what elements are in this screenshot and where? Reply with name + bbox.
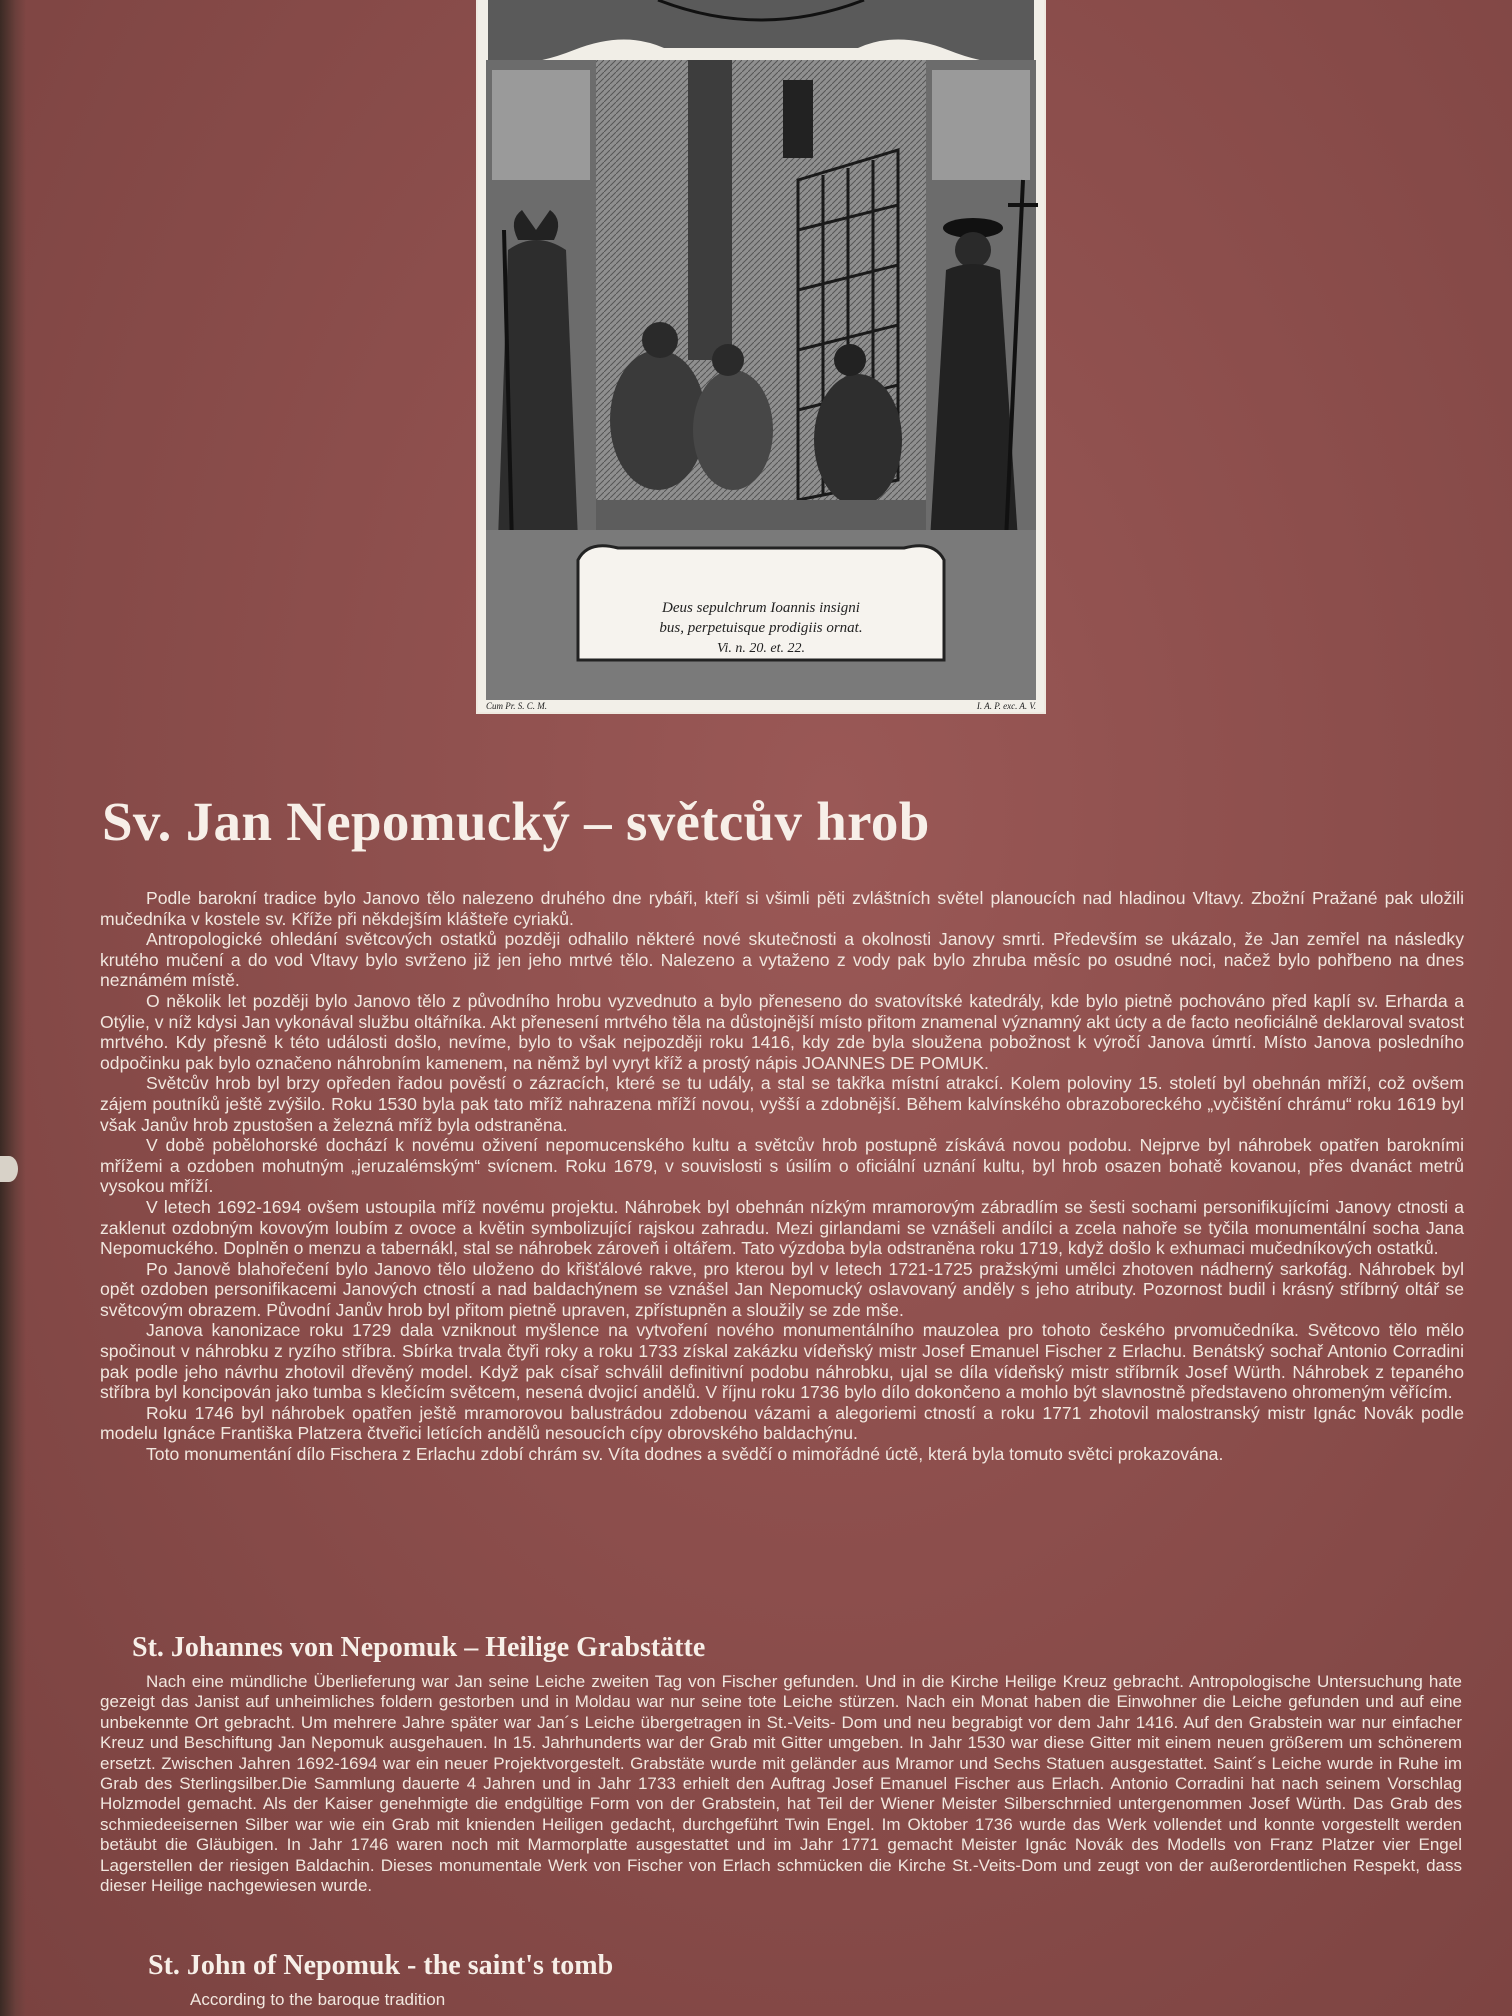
engraving-caption-line3: Vi. n. 20. et. 22.	[716, 641, 806, 656]
engraving-caption-line2: bus, perpetuisque prodigiis ornat.	[659, 620, 863, 636]
german-paragraph: Nach eine mündliche Überlieferung war Jan seine Leiche zweiten Tag von Fischer gefunden. Und in die Kirche Heilige Kreuz gebracht. Antropologische Untersuchung hate gezeigt das Janist auf unheimliches foldern gestorben und in Moldau war nur seine tote Leiche stürzen. Nach ein Monat haben die Einwohner die Leiche gefunden und auf eine unbekennte Ort gebracht. Um mehrere Jahre später war Jan´s Leiche übergetragen in St.-Veits- Dom und neu begrabigt vor dem Jahr 1416. Auf den Grabstein war nur einfacher Kreuz und Beschiftung Jan Nepomuk ausgehauen. In 15. Jahrhunderts war der Grab mit Gitter umgeben. In Jahr 1530 war diese Gitter mit einem neuen größerem um schönerem ersetzt. Zwischen Jahren 1692-1694 war ein neuer Projektvorgestelt. Grabstäte wurde mit geländer aus Mramor und Sechs Statuen ausgestattet. Saint´s Leiche wurde in Ruhe im Grab des Sterlingsilber.Die Sammlung dauerte 4 Jahren und in Jahr 1733 erhielt den Auftrag Josef Emanuel Fischer aus Erlach. Antonio Corradini hat nach seinem Vorschlag Holzmodel gemacht. Als der Kaiser genehmigte die endgültige Form von der Grabstein, hat Teil der Wiener Meister Silberschrnied untergenommen Josef Würth. Das Grab des schmiedeeisernen Silber war wie ein Grab mit knienden Heiligen gedacht, durchgeführt Twin Engel. Im Oktober 1736 wurde das Werk vollendet und konnte vorgestellt werden betäubt die Gläubigen. In Jahr 1746 waren noch mit Marmorplatte ausgestattet und im Jahr 1771 gemacht Meister Ignác Novák des Modells von Franz Platzer vier Engel Lagerstellen der riesigen Baldachin. Dieses monumentale Werk von Fischer von Erlach schmücken die Kirche St.-Veits-Dom und zeugt von der außerordentlichen Respekt, dass dieser Heilige nachgewiesen wurde.	[100, 1672, 1462, 1896]
czech-paragraph: Po Janově blahořečení bylo Janovo tělo uloženo do křišťálové rakve, pro kterou byl v letech 1721-1725 pražskými umělci zhotoven nádherný sarkofág. Náhrobek byl opět ozdoben personifikacemi Janových ctností a nad baldachýnem se vznášel Jan Nepomucký oslavovaný anděly s jeho atributy. Pozornost budil i krásný stříbrný oltář se světcovým obrazem. Původní Janův hrob byl přitom pietně upraven, zpřístupněn a sloužily se zde mše.	[100, 1258, 1464, 1320]
czech-paragraph: Toto monumentání dílo Fischera z Erlachu zdobí chrám sv. Víta dodnes a svědčí o mimořádné úctě, která byla tomuto světci prokazována.	[146, 1444, 1224, 1465]
engraving-credit-right: I. A. P. exc. A. V.	[976, 701, 1036, 711]
german-title: St. Johannes von Nepomuk – Heilige Grabstätte	[132, 1632, 706, 1663]
czech-paragraph: O několik let později bylo Janovo tělo z původního hrobu vyzvednuto a bylo přeneseno do svatovítské katedrály, kde bylo pietně pochováno před kaplí sv. Erharda a Otýlie, v níž kdysi Jan vykonával službu oltářníka. Akt přenesení mrtvého těla na důstojnější místo přitom znamenal významný akt úcty a de facto neoficiálně deklaroval svatost mrtvého. Kdy přesně k této události došlo, nevíme, bylo to však nejpozději roku 1416, kdy zde byla sloužena pobožnost k výročí Janova úmrtí. Místo Janova posledního odpočinku pak bylo označeno náhrobním kamenem, na němž byl vyryt kříž a prostý nápis JOANNES DE POMUK.	[100, 990, 1464, 1073]
mounting-bolt	[0, 1156, 18, 1182]
czech-body	[100, 888, 1464, 1465]
czech-paragraph: Roku 1746 byl náhrobek opatřen ještě mramorovou balustrádou zdobenou vázami a alegoriemi ctností a roku 1771 zhotovil malostranský mistr Ignác Novák podle modelu Ignáce Františka Platzera čtveřici letících andělů nesoucích cípy obrovského baldachýnu.	[100, 1402, 1464, 1444]
czech-paragraph: V době pobělohorské dochází k novému oživení nepomucenského kultu a světcův hrob postupně získává novou podobu. Nejprve byl náhrobek opatřen barokními mřížemi a ozdoben mohutným „jeruzalémským“ svícnem. Roku 1679, v souvislosti s úsilím o oficiální uznání kultu, byl hrob osazen bohatě kovanou, přes dvanáct metrů vysokou mříží.	[100, 1135, 1464, 1197]
english-title: St. John of Nepomuk - the saint's tomb	[148, 1950, 614, 1981]
czech-title: Sv. Jan Nepomucký – světcův hrob	[102, 791, 930, 852]
czech-paragraph: Antropologické ohledání světcových ostatků později odhalilo některé nové skutečnosti a okolnosti Janovy smrti. Především se ukázalo, že Jan zemřel na následky krutého mučení a do vod Vltavy bylo svrženo již jen jeho mrtvé tělo. Nalezeno a vytaženo z vody pak bylo zhruba měsíc po osudné noci, načež bylo pohřbeno na dnes neznámém místě.	[100, 929, 1464, 991]
czech-paragraph: Podle barokní tradice bylo Janovo tělo nalezeno druhého dne rybáři, kteří si všimli pěti zvláštních světel planoucích nad hladinou Vltavy. Zbožní Pražané pak uložili mučedníka v kostele sv. Kříže při někdejším klášteře cyriaků.	[100, 888, 1464, 929]
engraving-image	[478, 0, 1044, 712]
engraving-credit-left: Cum Pr. S. C. M.	[486, 701, 548, 711]
czech-paragraph: Světcův hrob byl brzy opředen řadou pověstí o zázracích, které se tu udály, a stal se takřka místní atrakcí. Kolem poloviny 15. století byl obehnán mříží, což ovšem zájem poutníků ještě zvýšilo. Roku 1530 byla pak tato mříž nahrazena mříží novou, vyšší a zdobnější. Během kalvínského obrazoboreckého „vyčištění chrámu“ roku 1619 byl však Janův hrob zpustošen a železná mříž byla odstraněna.	[100, 1073, 1464, 1135]
engraving-illustration	[478, 0, 1044, 712]
czech-paragraph: V letech 1692-1694 ovšem ustoupila mříž novému projektu. Náhrobek byl obehnán nízkým mramorovým zábradlím se šesti sochami personifikujícími Janovy ctnosti a zaklenut ozdobným kovovým loubím z ovoce a květin symbolizující rajskou zahradu. Mezi girlandami se vznášeli andílci a zcela nahoře se tyčila monumentální socha Jana Nepomuckého. Doplněn o menzu a tabernákl, stal se náhrobek zároveň i oltářem. Tato výzdoba byla odstraněna roku 1719, když došlo k exhumaci mučedníkových ostatků.	[100, 1196, 1464, 1259]
german-body	[100, 1672, 1462, 1896]
english-first-line: According to the baroque tradition	[190, 1990, 446, 2009]
engraving-caption-line1: Deus sepulchrum Ioannis insigni	[662, 600, 860, 616]
czech-paragraph: Janova kanonizace roku 1729 dala vzniknout myšlence na vytvoření nového monumentálního mauzolea pro tohoto českého prvomučedníka. Světcovo tělo mělo spočinout v náhrobku z ryzího stříbra. Sbírka trvala čtyři roky a roku 1733 získal zakázku vídeňský mistr Josef Emanuel Fischer z Erlachu. Benátský sochař Antonio Corradini pak podle jeho návrhu zhotovil dřevěný model. Když pak císař schválil definitivní podobu náhrobku, ujal se díla vídeňský mistr stříbrník Josef Würth. Náhrobek z tepaného stříbra byl koncipován jako tumba s klečícím světcem, nesená dvojicí andělů. V říjnu roku 1736 bylo dílo dokončeno a mohlo být slavnostně představeno ohromeným věřícím.	[100, 1320, 1464, 1403]
panel-left-edge	[0, 0, 26, 2016]
